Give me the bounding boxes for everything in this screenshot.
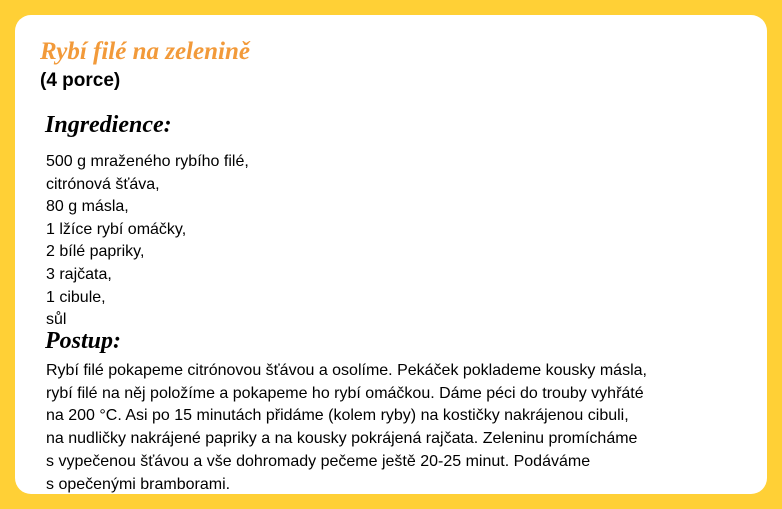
ingredient-item: sůl: [46, 311, 67, 329]
servings-label: (4 porce): [40, 70, 121, 91]
ingredient-item: 1 cibule,: [46, 288, 106, 306]
steps-line: Rybí filé pokapeme citrónovou šťávou a osolíme. Pekáček poklademe kousky másla,: [46, 362, 647, 379]
ingredients-heading: Ingredience:: [45, 112, 172, 138]
steps-line: na 200 °C. Asi po 15 minutách přidáme (kolem ryby) na kostičky nakrájenou cibuli,: [46, 407, 629, 425]
ingredient-item: 1 lžíce rybí omáčky,: [46, 220, 187, 238]
ingredient-item: citrónová šťáva,: [46, 175, 160, 193]
steps-heading: Postup:: [45, 328, 122, 354]
ingredient-item: 3 rajčata,: [46, 265, 112, 283]
recipe-title: Rybí filé na zelenině: [40, 38, 250, 65]
ingredients-list: [46, 151, 249, 332]
steps-text: [46, 360, 758, 496]
ingredient-item: 2 bílé papriky,: [46, 243, 145, 261]
steps-line: na nudličky nakrájené papriky a na kousky pokrájená rajčata. Zeleninu promícháme: [46, 430, 638, 448]
ingredient-item: 80 g másla,: [46, 198, 129, 216]
steps-line: rybí filé na něj položíme a pokapeme ho rybí omáčkou. Dáme péci do trouby vyhřáté: [46, 384, 644, 402]
ingredient-item: 500 g mraženého rybího filé,: [46, 153, 249, 170]
recipe-card: [15, 15, 767, 494]
steps-line: s opečenými bramborami.: [46, 475, 231, 493]
steps-line: s vypečenou šťávou a vše dohromady pečeme ještě 20-25 minut. Podáváme: [46, 452, 591, 470]
